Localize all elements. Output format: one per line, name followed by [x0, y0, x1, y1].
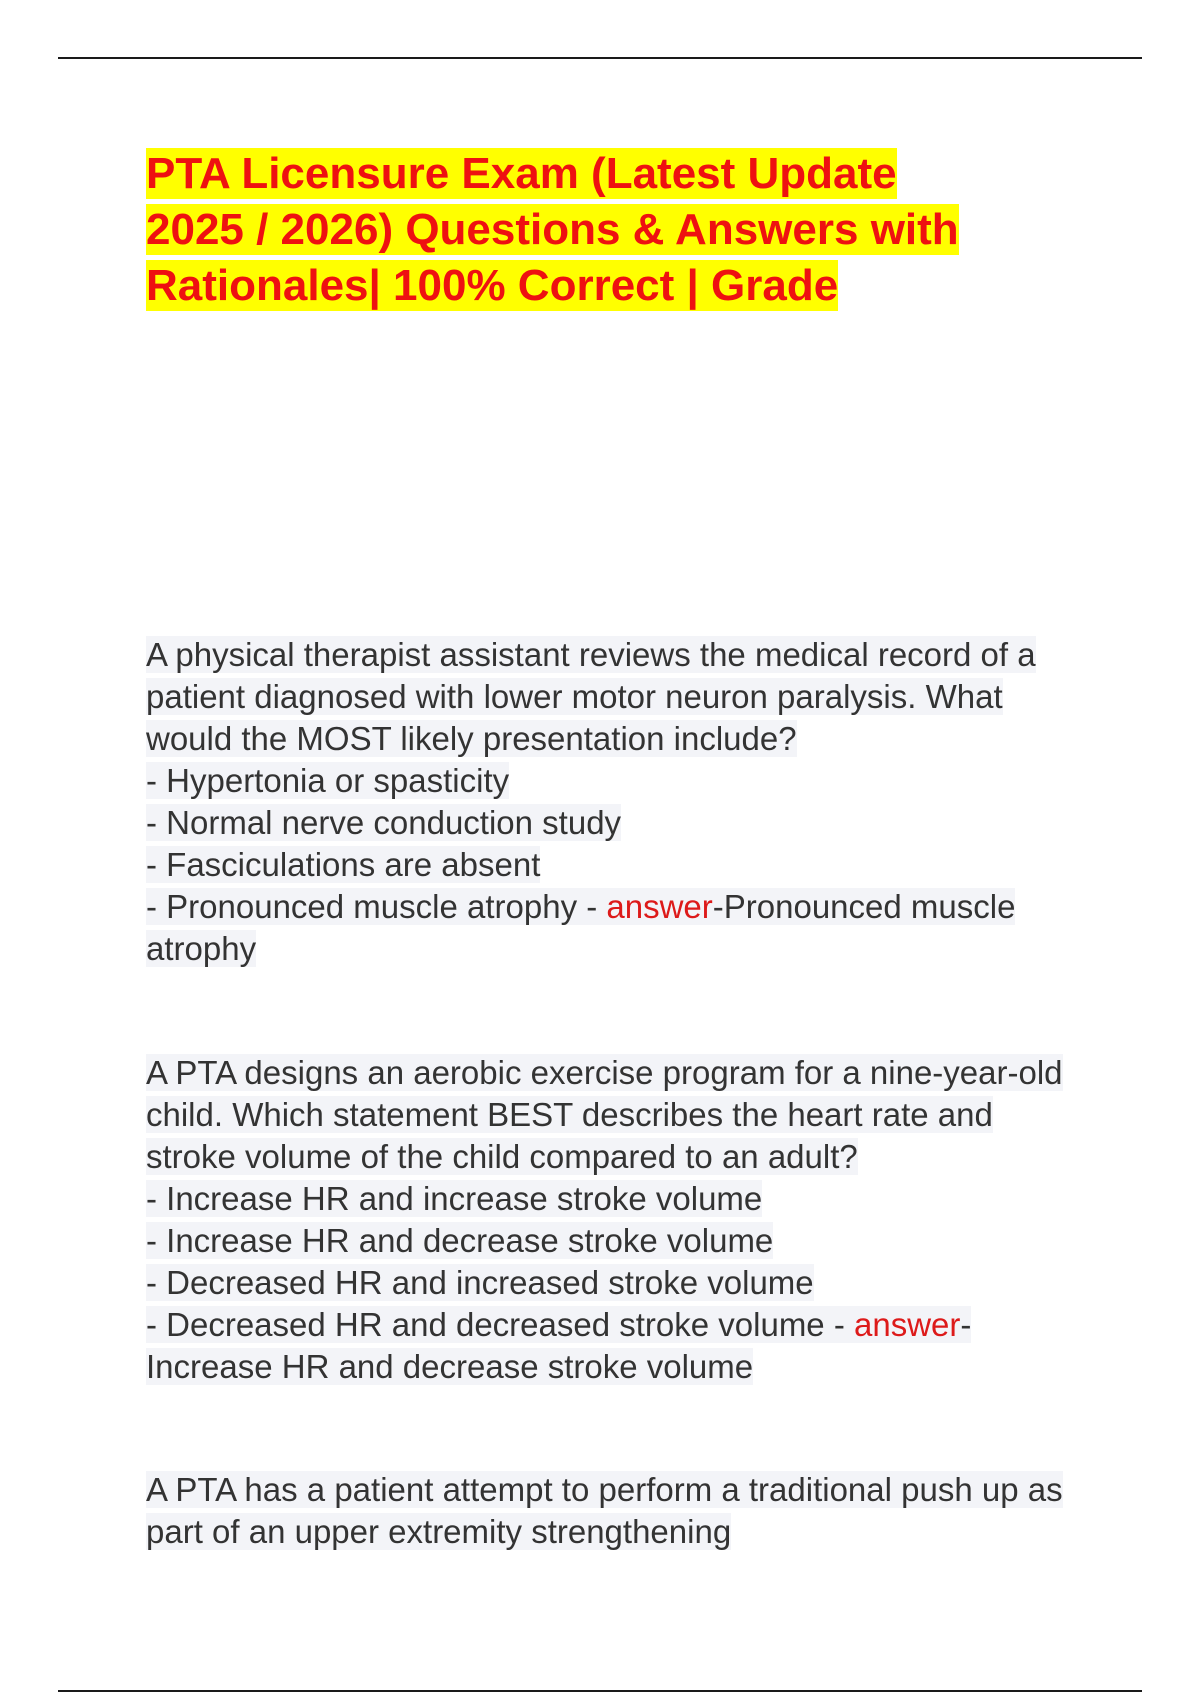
- header-rule: [58, 57, 1142, 59]
- title-text: PTA Licensure Exam (Latest Update 2025 / 2026) Questions & Answers with Rationales| 100% Correct | Grade: [146, 149, 959, 310]
- question-stem: A PTA has a patient attempt to perform a traditional push up as part of an upper extremity strengthening: [146, 1471, 1063, 1550]
- correct-answer: -Increase HR and decrease stroke volume: [146, 1306, 972, 1385]
- document-title: [146, 146, 996, 314]
- answer-option: - Decreased HR and decreased stroke volume -: [146, 1306, 854, 1343]
- answer-option: - Increase HR and decrease stroke volume: [146, 1222, 774, 1259]
- question-stem: A physical therapist assistant reviews the medical record of a patient diagnosed with lower motor neuron paralysis. What would the MOST likely presentation include?: [146, 636, 1036, 757]
- question-stem: A PTA designs an aerobic exercise program for a nine-year-old child. Which statement BEST describes the heart rate and stroke volume of the child compared to an adult?: [146, 1054, 1063, 1175]
- question-block-1: [146, 634, 1076, 970]
- answer-option: - Increase HR and increase stroke volume: [146, 1180, 763, 1217]
- answer-option: - Fasciculations are absent: [146, 846, 541, 883]
- answer-option: - Hypertonia or spasticity: [146, 762, 510, 799]
- answer-option: - Normal nerve conduction study: [146, 804, 622, 841]
- correct-answer: -Pronounced muscle atrophy: [146, 888, 1016, 967]
- answer-label: answer: [854, 1306, 961, 1343]
- answer-option: - Pronounced muscle atrophy -: [146, 888, 607, 925]
- answer-option: - Decreased HR and increased stroke volume: [146, 1264, 814, 1301]
- footer-rule: [58, 1690, 1142, 1692]
- question-block-3: [146, 1469, 1076, 1553]
- answer-label: answer: [606, 888, 713, 925]
- question-block-2: [146, 1052, 1076, 1388]
